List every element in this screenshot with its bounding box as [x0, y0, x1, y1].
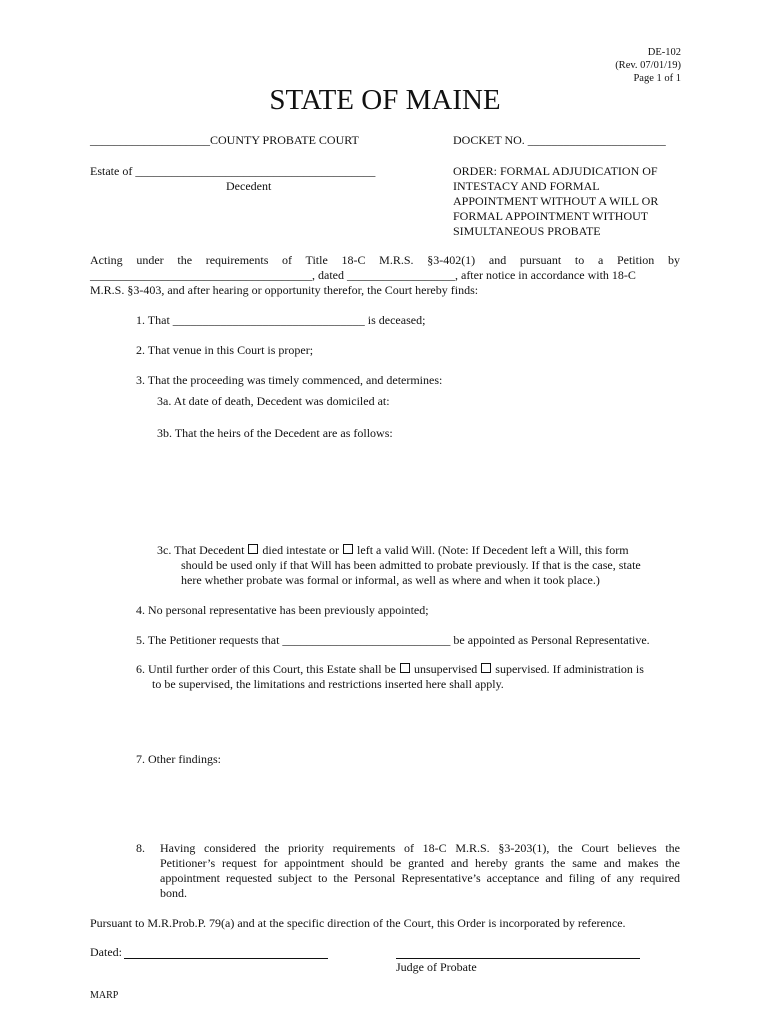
county-blank[interactable]: ____________________ — [90, 133, 210, 147]
finding-4: 4. No personal representative has been previously appointed; — [136, 603, 429, 617]
finding-5: 5. The Petitioner requests that ____________________________ be appointed as Personal Representative. — [136, 633, 650, 647]
finding-8-line-1: Having considered the priority requirements of 18-C M.R.S. §3-203(1), the Court believes the — [160, 841, 680, 855]
order-title-line: FORMAL APPOINTMENT WITHOUT — [453, 209, 649, 223]
intestate-label: died intestate or — [262, 543, 340, 557]
finding-3c-line-2: should be used only if that Will has been admitted to probate previously. If that is the case, state — [181, 558, 641, 572]
dated-line[interactable] — [124, 958, 328, 959]
intro-line-1: Acting under the requirements of Title 18-C M.R.S. §3-402(1) and pursuant to a Petition by — [90, 253, 680, 267]
finding-1: 1. That ________________________________ is deceased; — [136, 313, 426, 327]
finding-3a: 3a. At date of death, Decedent was domiciled at: — [157, 394, 390, 408]
finding-8-line-2: Petitioner’s request for appointment should be granted and hereby grants the same and makes the — [160, 856, 680, 870]
page-indicator: Page 1 of 1 — [633, 73, 681, 84]
finding-8-number: 8. — [136, 841, 145, 855]
form-number: DE-102 — [647, 47, 681, 58]
docket-label: DOCKET NO. — [453, 133, 528, 147]
docket-line — [453, 133, 666, 148]
finding-3c-line-1 — [157, 543, 629, 558]
estate-line — [90, 164, 375, 179]
finding-8-line-4: bond. — [160, 886, 187, 900]
order-title-line: SIMULTANEOUS PROBATE — [453, 224, 601, 238]
supervised-label: supervised. If administration is — [495, 662, 644, 676]
finding-3c-text: 3c. That Decedent — [157, 543, 245, 557]
finding-6-line-1 — [136, 662, 644, 677]
finding-6-line-2: to be supervised, the limitations and restrictions inserted here shall apply. — [152, 677, 504, 691]
finding-3b: 3b. That the heirs of the Decedent are as follows: — [157, 426, 393, 440]
dated-label: Dated: — [90, 945, 122, 959]
order-title — [453, 164, 658, 239]
intro-line-3: M.R.S. §3-403, and after hearing or opportunity therefor, the Court hereby finds: — [90, 283, 479, 297]
docket-blank[interactable]: _______________________ — [527, 133, 666, 147]
estate-blank[interactable]: ________________________________________ — [135, 164, 376, 178]
unsupervised-checkbox[interactable] — [400, 663, 410, 673]
court-line — [90, 133, 359, 148]
finding-6-text: 6. Until further order of this Court, this Estate shall be — [136, 662, 396, 676]
order-title-line: APPOINTMENT WITHOUT A WILL OR — [453, 194, 659, 208]
valid-will-checkbox[interactable] — [343, 544, 353, 554]
court-label: COUNTY PROBATE COURT — [210, 133, 359, 147]
intestate-checkbox[interactable] — [248, 544, 258, 554]
unsupervised-label: unsupervised — [413, 662, 478, 676]
revision-date: (Rev. 07/01/19) — [615, 60, 681, 71]
decedent-label: Decedent — [226, 179, 272, 193]
pursuant-statement: Pursuant to M.R.Prob.P. 79(a) and at the specific direction of the Court, this Order is incorporated by reference. — [90, 916, 626, 930]
valid-will-label: left a valid Will. (Note: If Decedent left a Will, this form — [357, 543, 629, 557]
supervised-checkbox[interactable] — [481, 663, 491, 673]
judge-signature-line[interactable] — [396, 958, 640, 959]
intro-line-2: _____________________________________, dated __________________, after notice in accordance with 18-C — [90, 268, 636, 282]
finding-2: 2. That venue in this Court is proper; — [136, 343, 314, 357]
estate-label: Estate of — [90, 164, 136, 178]
finding-8-line-3: appointment requested subject to the Personal Representative’s acceptance and filing of any required — [160, 871, 680, 885]
finding-3c-line-3: here whether probate was formal or informal, as well as where and when it took place.) — [181, 573, 600, 587]
finding-7: 7. Other findings: — [136, 752, 221, 766]
order-title-line: INTESTACY AND FORMAL — [453, 179, 600, 193]
finding-3: 3. That the proceeding was timely commenced, and determines: — [136, 373, 443, 387]
order-title-line: ORDER: FORMAL ADJUDICATION OF — [453, 164, 658, 178]
footer-code: MARP — [90, 990, 119, 1001]
document-title: STATE OF MAINE — [269, 84, 501, 116]
judge-label: Judge of Probate — [396, 960, 477, 974]
